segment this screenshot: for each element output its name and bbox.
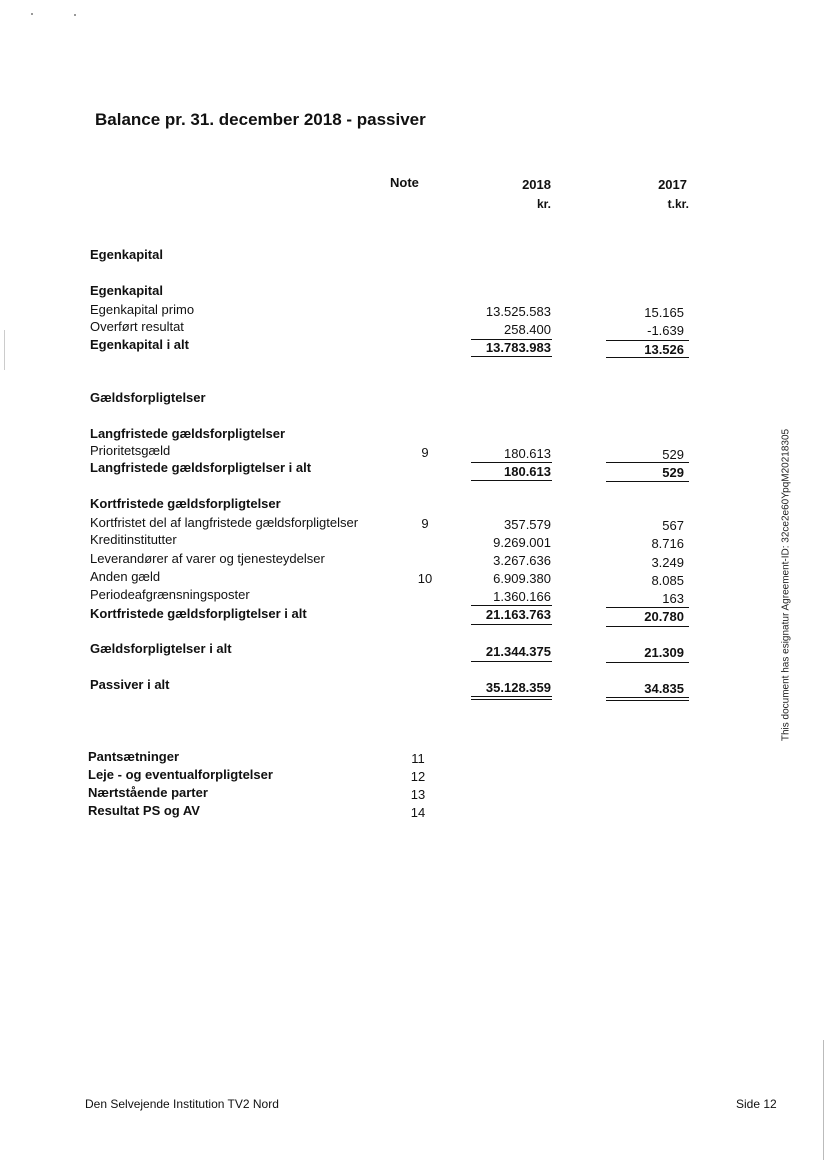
value-2017: 3.249 [651,555,684,570]
total-label: Langfristede gældsforpligtelser i alt [90,460,312,475]
note-ref: 9 [421,516,429,531]
value-2018: 258.400 [504,322,551,337]
note-ref-number: 12 [410,769,426,784]
equity-heading: Egenkapital [90,283,163,298]
value-2018: 357.579 [504,517,551,532]
value-2017: 529 [662,447,684,462]
row-label: Kortfristet del af langfristede gældsforpligtelser [90,515,359,530]
note-ref: 10 [417,571,433,586]
subtotal-rule [606,607,689,608]
note-ref-number: 13 [410,787,426,802]
total-value-2018: 13.783.983 [485,340,551,355]
liabilities-total-label: Gældsforpligtelser i alt [90,641,232,656]
note-header: Note [390,175,419,190]
total-value-2017: 13.526 [644,342,684,357]
total-rule [606,662,689,663]
value-2017: 567 [662,518,684,533]
liabilities-total-2018: 21.344.375 [485,644,551,659]
unit-2018-header: kr. [536,197,551,211]
grand-total-rule [606,697,689,698]
unit-2017-header: t.kr. [667,197,689,211]
row-label: Prioritetsgæld [90,443,171,458]
grand-total-rule [606,700,689,701]
row-label: Egenkapital primo [90,302,195,317]
shortterm-heading: Kortfristede gældsforpligtelser [90,496,281,511]
value-2018: 13.525.583 [485,304,551,319]
value-2017: 8.716 [651,536,684,551]
footer-page-number: Side 12 [736,1097,777,1111]
value-2017: 15.165 [644,305,684,320]
note-ref-label: Resultat PS og AV [88,803,200,818]
total-rule [606,357,689,358]
row-label: Leverandører af varer og tjenesteydelser [90,551,325,566]
grand-total-rule [471,699,552,700]
value-2018: 9.269.001 [493,535,551,550]
note-ref-number: 14 [410,805,426,820]
row-label: Kreditinstitutter [90,532,177,547]
value-2017: 8.085 [651,573,684,588]
total-value-2018: 21.163.763 [485,607,551,622]
passiver-total-2017: 34.835 [644,681,684,696]
passiver-total-label: Passiver i alt [90,677,170,692]
subtotal-rule [606,340,689,341]
page-title: Balance pr. 31. december 2018 - passiver [95,110,426,129]
value-2018: 3.267.636 [493,553,551,568]
note-ref: 9 [421,445,429,460]
value-2018: 6.909.380 [493,571,551,586]
total-value-2017: 20.780 [644,609,684,624]
total-rule [471,661,552,662]
row-label: Anden gæld [90,569,161,584]
total-label: Kortfristede gældsforpligtelser i alt [90,606,307,621]
total-label: Egenkapital i alt [90,337,189,352]
footer-company: Den Selvejende Institution TV2 Nord [85,1097,279,1111]
scan-edge-mark [823,1040,824,1160]
year-2017-header: 2017 [658,177,687,192]
year-2018-header: 2018 [522,177,551,192]
section-heading-liabilities: Gældsforpligtelser [90,390,206,405]
row-label: Overført resultat [90,319,184,334]
longterm-heading: Langfristede gældsforpligtelser [90,426,286,441]
scan-speck [74,14,76,16]
value-2018: 180.613 [504,446,551,461]
total-value-2018: 180.613 [504,464,551,479]
value-2018: 1.360.166 [493,589,551,604]
note-ref-label: Pantsætninger [88,749,180,764]
total-value-2017: 529 [662,465,684,480]
total-rule [606,481,689,482]
total-rule [471,480,552,481]
esignatur-watermark: This document has esignatur Agreement-ID: 32ce2e60YpqM20218305 [780,428,792,742]
total-rule [606,626,689,627]
scan-edge-mark [4,330,5,370]
subtotal-rule [471,462,552,463]
total-rule [471,624,552,625]
value-2017: 163 [662,591,684,606]
passiver-total-2018: 35.128.359 [485,680,551,695]
note-ref-label: Leje - og eventualforpligtelser [88,767,273,782]
note-ref-label: Nærtstående parter [88,785,208,800]
subtotal-rule [606,462,689,463]
section-heading-equity: Egenkapital [90,247,163,262]
scan-speck [31,13,33,15]
grand-total-rule [471,696,552,697]
total-rule [471,356,552,357]
note-ref-number: 11 [411,751,425,766]
row-label: Periodeafgrænsningsposter [90,587,250,602]
subtotal-rule [471,605,552,606]
value-2017: -1.639 [647,323,684,338]
liabilities-total-2017: 21.309 [644,645,684,660]
